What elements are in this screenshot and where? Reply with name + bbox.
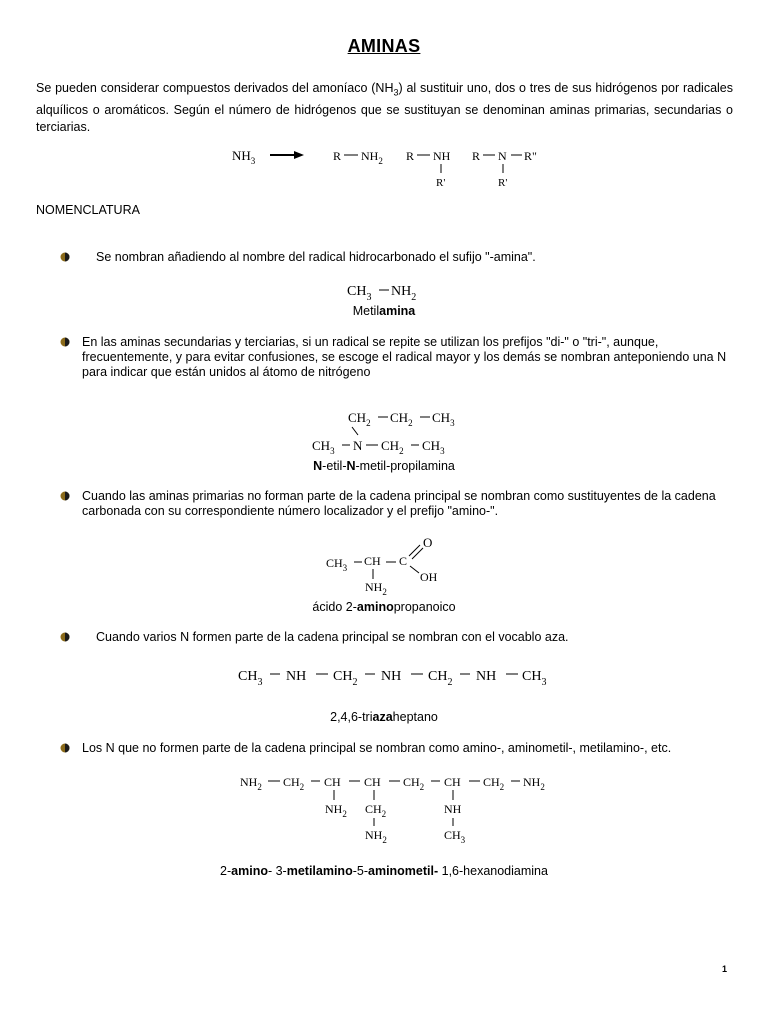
f3-o: O [423, 535, 433, 550]
f4-ch-2: CH [333, 669, 353, 684]
f5-ch-7: CH [365, 802, 382, 816]
bullet-icon [60, 491, 70, 501]
f3-ch-a: CH [326, 556, 343, 570]
caption-hexanodiamina [0, 864, 768, 878]
f3-ch-b: CH [364, 554, 381, 568]
svg-text:CH2 [348, 410, 371, 428]
bullet-text: Cuando las aminas primarias no forman parte de la cadena principal se nombran como sustituyentes de la cadena carbonada con su correspondiente número localizador y el prefijo "amino-". [82, 489, 716, 518]
f5-ch-6: CH [483, 775, 500, 789]
svg-text:CH3 [312, 438, 335, 456]
scheme-r-prime-3: R' [498, 177, 508, 189]
f5-sub-4: 2 [419, 782, 425, 792]
f5-nh-a: NH [240, 775, 258, 789]
f2-ch-d: CH [312, 438, 331, 453]
formula-n-etil-n-metil-propilamina [308, 405, 468, 457]
f3-c: C [399, 554, 408, 568]
caption-1a: Metil [352, 304, 380, 318]
f2-ch-e: CH [381, 438, 400, 453]
intro-text-2: ) al sustituir uno, dos o tres de sus hidrógenos por radicales alquílicos o aromáticos. Según el número de hidrógenos que se sustituyan se denominan aminas primarias, secundarias o terciarias. [36, 81, 733, 134]
f1-ch: CH [347, 284, 367, 299]
f3-sub-a: 3 [342, 563, 348, 573]
f5-nh-b: NH [523, 775, 541, 789]
formula-aminopropanoico [322, 533, 452, 601]
svg-text:NH2 [361, 149, 383, 166]
caption-5b: amino [231, 864, 268, 878]
caption-5f: aminometil- [368, 864, 439, 878]
f5-sub-1: 2 [299, 782, 305, 792]
formula-triazaheptano [236, 662, 556, 692]
f3-oh: OH [420, 570, 438, 584]
intro-paragraph [36, 80, 733, 136]
svg-text:CH2 [428, 669, 452, 688]
f1-sub2: 2 [411, 292, 417, 303]
svg-text:CH2 [403, 775, 424, 792]
caption-5d: metilamino [286, 864, 353, 878]
f5-sub-8: 3 [460, 835, 466, 845]
svg-text:CH3 [422, 438, 445, 456]
caption-1b: amina [379, 304, 416, 318]
formula-hexanodiamina [238, 768, 558, 848]
caption-3b: amino [356, 600, 394, 614]
svg-text:CH2 [283, 775, 304, 792]
svg-text:NH2 [523, 775, 545, 792]
svg-text:CH3 [238, 669, 262, 688]
caption-3a: ácido 2- [312, 600, 357, 614]
f5-sub-7: 2 [381, 809, 387, 819]
f2-sub-e: 2 [399, 446, 404, 456]
f4-ch-1: CH [238, 669, 258, 684]
f5-ch-5: CH [444, 775, 461, 789]
bullet-icon [60, 252, 70, 262]
caption-aminopropanoico [0, 600, 768, 614]
svg-text:CH2 [365, 802, 386, 819]
caption-5e: -5- [352, 864, 368, 878]
scheme-r3: R [472, 149, 481, 163]
f3-nh: NH [365, 580, 383, 594]
svg-text:CH2 [333, 669, 357, 688]
caption-2a: N [313, 459, 323, 473]
f1-sub3: 3 [366, 292, 372, 303]
amine-types-scheme [220, 140, 560, 192]
svg-text:CH3 [522, 669, 546, 688]
f5-nh-d: NH [365, 828, 383, 842]
f4-ch-3: CH [428, 669, 448, 684]
svg-text:CH3 [444, 828, 466, 845]
f4-sub-1: 3 [257, 677, 263, 688]
f2-sub-a: 2 [366, 418, 371, 428]
scheme-nh: NH [433, 149, 451, 163]
scheme-r2: R [406, 149, 415, 163]
scheme-nh2-sub: 2 [378, 156, 383, 166]
intro-text-1: Se pueden considerar compuestos derivados del amoníaco (NH [36, 81, 394, 95]
caption-5c: - 3- [267, 864, 287, 878]
f5-ch-2: CH [324, 775, 341, 789]
caption-2b: -etil- [322, 459, 347, 473]
scheme-nh3-sub: 3 [250, 156, 256, 166]
caption-n-etil [0, 459, 768, 473]
bullet-text: Los N que no formen parte de la cadena principal se nombran como amino-, aminometil-, metilamino-, etc. [82, 741, 672, 755]
f4-sub-4: 3 [541, 677, 547, 688]
svg-text:CH3 [432, 410, 455, 428]
svg-text:NH2 [365, 580, 387, 597]
f2-ch-a: CH [348, 410, 367, 425]
f4-nh-2: NH [381, 669, 402, 684]
f5-sub-c: 2 [342, 809, 347, 819]
f5-sub-6: 2 [499, 782, 505, 792]
svg-text:NH2 [391, 284, 416, 303]
svg-text:CH3 [347, 284, 371, 303]
f5-ch-3: CH [364, 775, 381, 789]
bullet-icon [60, 743, 70, 753]
f5-sub-d: 2 [382, 835, 387, 845]
bullet-text: En las aminas secundarias y terciarias, si un radical se repite se utilizan los prefijos "di-" o "tri-", aunque, frecuentemente, y para evitar confusiones, se escoge el radical mayor y los demás se nombran anteponiendo una N para indicar que están unidos al átomo de nitrógeno [82, 335, 727, 379]
caption-5a: 2- [220, 864, 232, 878]
f4-nh-1: NH [286, 669, 307, 684]
f5-ch-4: CH [403, 775, 420, 789]
scheme-nh3: NH [232, 148, 251, 163]
f1-nh: NH [391, 284, 412, 299]
caption-5g: 1,6-hexanodiamina [438, 864, 548, 878]
svg-text:CH3 [326, 556, 348, 573]
f2-sub-b: 2 [408, 418, 413, 428]
intro-sub: 3 [393, 87, 399, 98]
caption-4c: heptano [392, 710, 438, 724]
f2-ch-c: CH [432, 410, 451, 425]
svg-text:CH2 [483, 775, 504, 792]
formula-metilamina [345, 278, 435, 304]
caption-3c: propanoico [393, 600, 456, 614]
f5-nh-e: NH [444, 802, 462, 816]
f5-ch-1: CH [283, 775, 300, 789]
reaction-arrowhead [294, 151, 304, 159]
bullet-text: Se nombran añadiendo al nombre del radical hidrocarbonado el sufijo "-amina". [96, 250, 536, 264]
f5-ch-8: CH [444, 828, 461, 842]
section-heading: NOMENCLATURA [36, 203, 140, 217]
page-number: 1 [722, 964, 728, 974]
f4-ch-4: CH [522, 669, 542, 684]
f2-sub-f: 3 [440, 446, 445, 456]
scheme-r1: R [333, 149, 342, 163]
f4-nh-3: NH [476, 669, 497, 684]
f2-ch-f: CH [422, 438, 441, 453]
bullet-icon [60, 632, 70, 642]
scheme-nh2: NH [361, 149, 379, 163]
f2-sub-d: 3 [330, 446, 335, 456]
scheme-r-double: R" [524, 149, 537, 163]
caption-triazaheptano [0, 710, 768, 724]
caption-4a: 2,4,6-tri [330, 710, 373, 724]
scheme-n3: N [498, 149, 507, 163]
f5-sub-a: 2 [257, 782, 262, 792]
f4-sub-3: 2 [447, 677, 453, 688]
f4-sub-2: 2 [352, 677, 358, 688]
f5-sub-b: 2 [540, 782, 545, 792]
svg-text:NH2 [365, 828, 387, 845]
f2-n: N [353, 438, 363, 453]
svg-text:NH2 [240, 775, 262, 792]
f2-ch-b: CH [390, 410, 409, 425]
caption-2c: N [346, 459, 356, 473]
caption-4b: aza [372, 710, 393, 724]
svg-text:NH2 [325, 802, 347, 819]
caption-2d: -metil-propilamina [355, 459, 455, 473]
page-title: AMINAS [347, 36, 421, 56]
f2-sub-c: 3 [450, 418, 455, 428]
scheme-r-prime-2: R' [436, 177, 446, 189]
svg-text:CH2 [390, 410, 413, 428]
svg-text:CH2 [381, 438, 404, 456]
svg-text:NH3 [232, 148, 256, 166]
bullet-text: Cuando varios N formen parte de la cadena principal se nombran con el vocablo aza. [96, 630, 569, 644]
f5-nh-c: NH [325, 802, 343, 816]
f3-sub-nh: 2 [382, 587, 387, 597]
bullet-icon [60, 337, 70, 347]
caption-metilamina [0, 304, 768, 318]
